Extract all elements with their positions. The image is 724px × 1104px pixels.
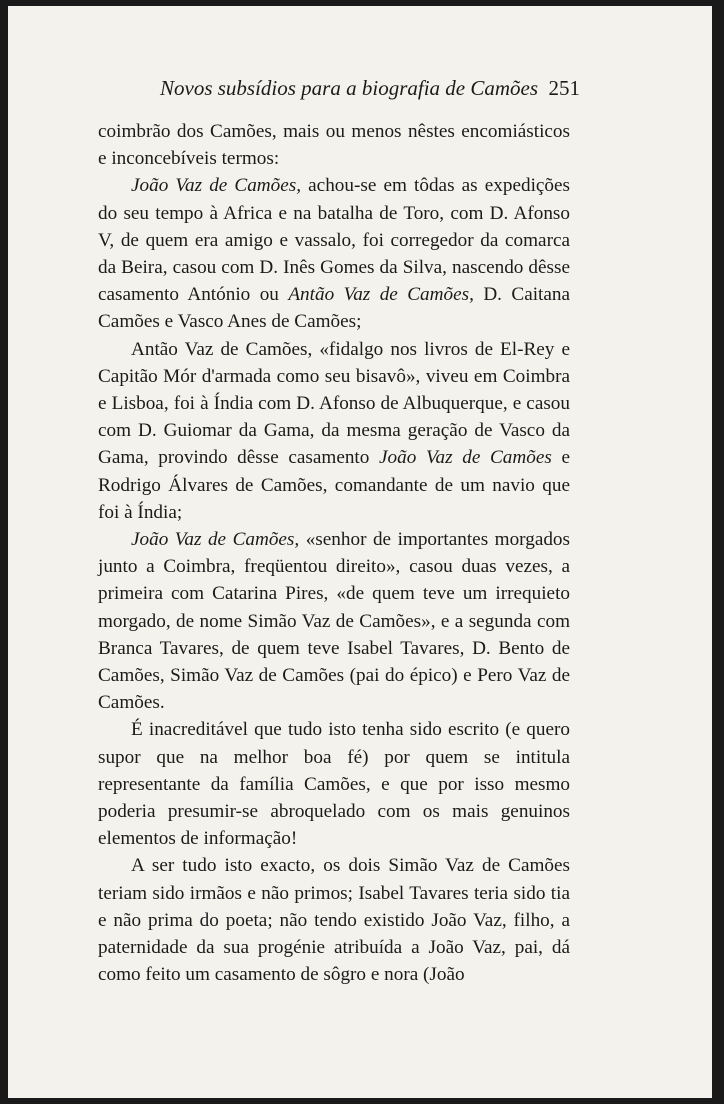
italic-name: João Vaz de Camões, [131, 529, 300, 551]
text-run: Antão Vaz de Camões, «fidalgo nos livros de El-Rey e Capitão Mór d'armada como seu bisavô», viveu em Coimbra e Lisboa, foi à Índia com D. Afonso de Albuquerque, e casou com D. Guiomar da Gama, da mesma geração de Vasco da Gama, provindo dêsse casamento [98, 338, 570, 469]
text-run: A ser tudo isto exacto, os dois Simão Vaz de Camões teriam sido irmãos e não primos; Isabel Tavares teria sido tia e não prima do poeta; não tendo existido João Vaz, filho, a paternidade da sua progénie atribuída a João Vaz, pai, dá como feito um casamento de sôgro e nora (João [98, 855, 570, 986]
text-run: achou-se em tôdas as expedições do seu tempo à Africa e na batalha de Toro, com D. Afonso V, de quem era amigo e vassalo, foi corregedor da comarca da Beira, casou com D. Inês Gomes da Silva, nascendo dêsse casamento António ou [98, 175, 570, 306]
paragraph [98, 852, 570, 988]
page-number: 251 [548, 76, 580, 100]
book-page [8, 6, 712, 1098]
italic-name: João Vaz de Camões [379, 447, 552, 469]
body-text [98, 118, 570, 989]
text-run: coimbrão dos Camões, mais ou menos nêstes encomiásticos e inconcebíveis termos: [98, 121, 570, 170]
text-run: D. Caitana Camões e Vasco Anes de Camões; [98, 284, 571, 333]
paragraph [98, 716, 570, 852]
text-run: «senhor de importantes morgados junto a Coimbra, freqüentou direito», casou duas vezes, a primeira com Catarina Pires, «de quem teve um irrequieto morgado, de nome Simão Vaz de Camões», e a segunda com Branca Tavares, de quem teve Isabel Tavares, D. Bento de Camões, Simão Vaz de Camões (pai do épico) e Pero Vaz de Camões. [98, 529, 570, 714]
text-run: É inacreditável que tudo isto tenha sido escrito (e quero supor que na melhor boa fé) por quem se intitula representante da família Camões, e que por isso mesmo poderia presumir-se abroquelado com os mais genuinos elementos de informação! [98, 719, 570, 850]
paragraph [98, 172, 570, 335]
paragraph [98, 526, 570, 716]
running-title: Novos subsídios para a biografia de Camões [160, 76, 539, 100]
italic-name: João Vaz de Camões, [131, 175, 302, 197]
paragraph [98, 118, 570, 172]
paragraph [98, 336, 570, 526]
italic-name: Antão Vaz de Camões, [288, 284, 474, 306]
text-run: e Rodrigo Álvares de Camões, comandante de um navio que foi à Índia; [98, 447, 570, 523]
running-header [160, 76, 580, 110]
